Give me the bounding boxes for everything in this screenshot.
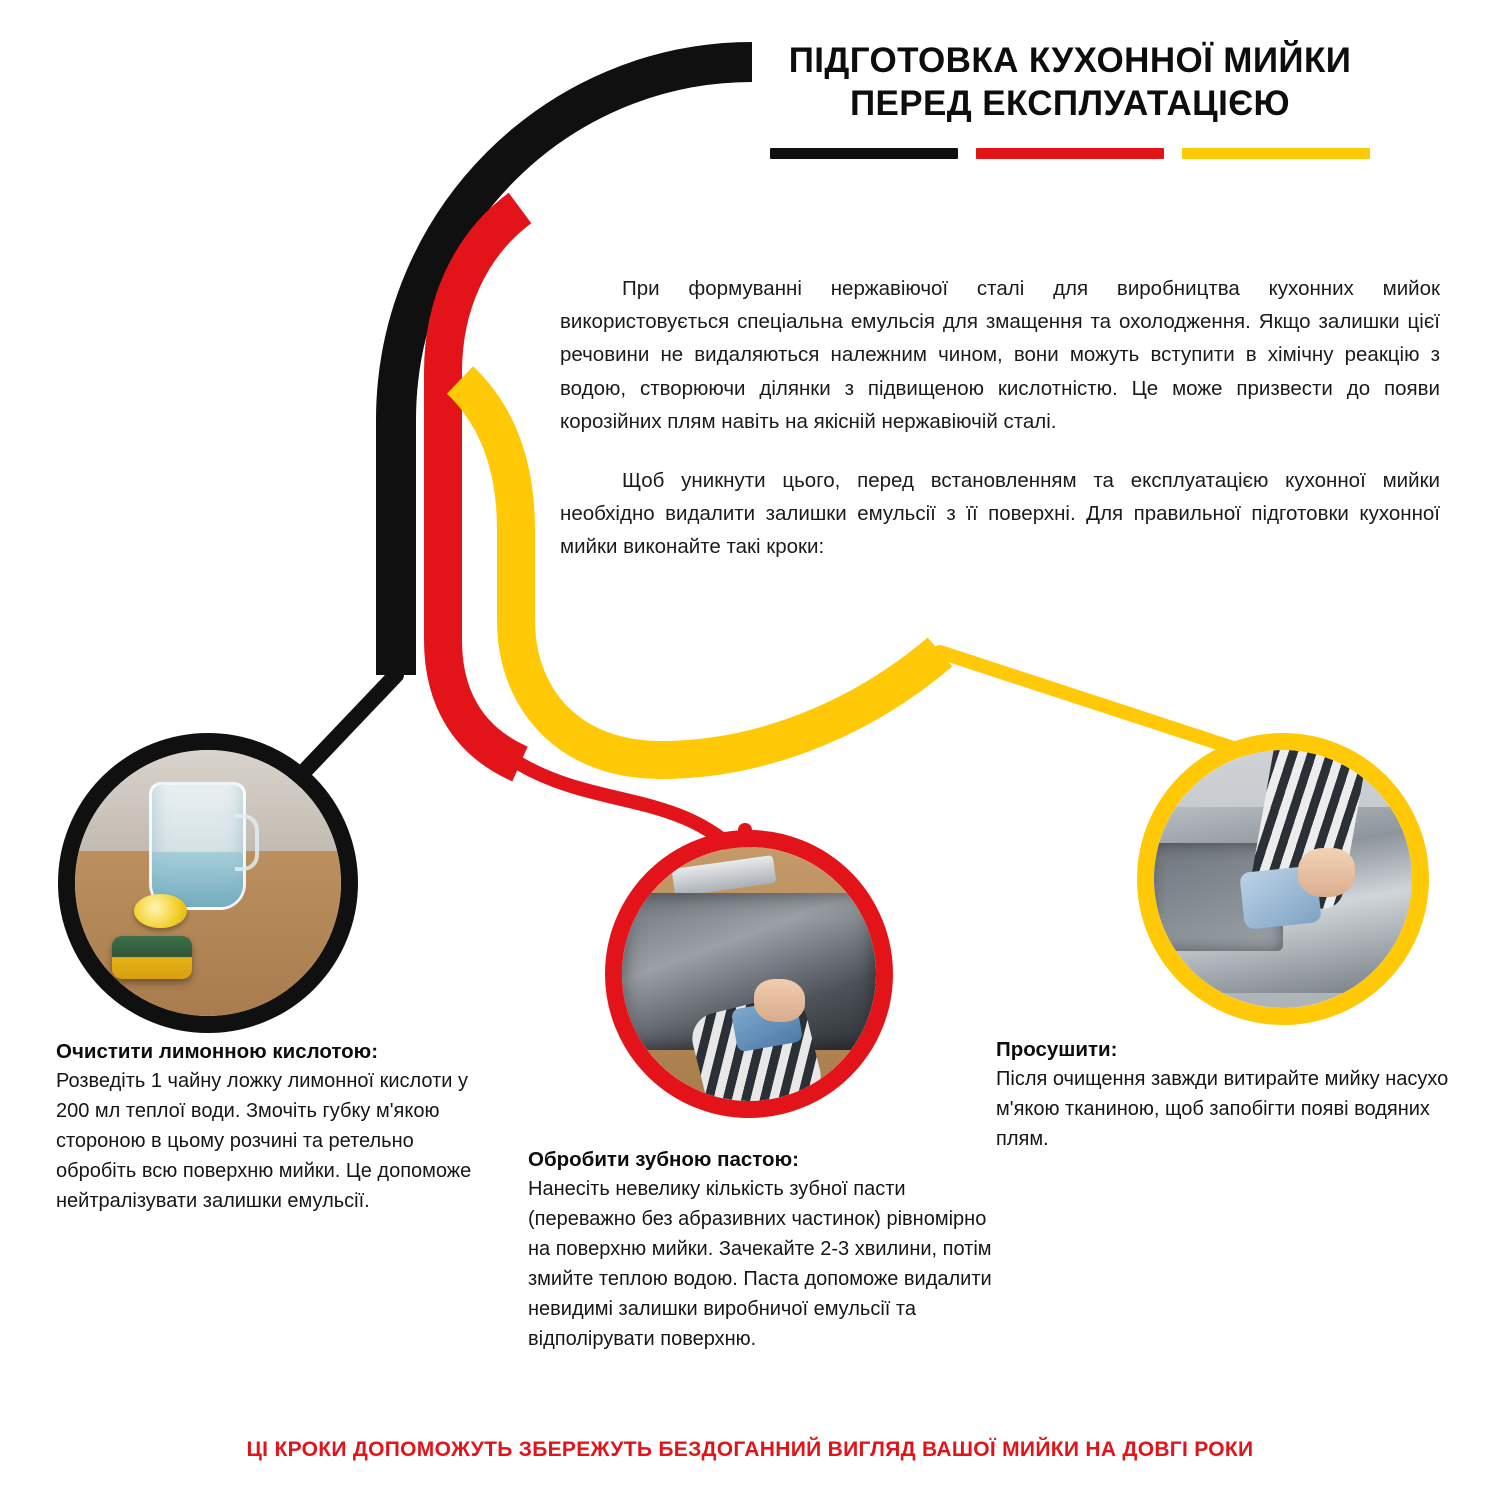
jug-lemon-sponge-photo [75, 750, 341, 1016]
step-caption-lemon-acid [56, 1040, 486, 1216]
water-jug [149, 782, 245, 910]
photo-inner [75, 750, 341, 1016]
step-title: Очистити лимонною кислотою: [56, 1040, 379, 1063]
rule-black [770, 148, 958, 159]
intro-text [560, 272, 1440, 564]
lemon-half [134, 894, 187, 929]
footer-slogan: ЦІ КРОКИ ДОПОМОЖУТЬ ЗБЕРЕЖУТЬ БЕЗДОГАННИЙ ВИГЛЯД ВАШОЇ МИЙКИ НА ДОВГІ РОКИ [246, 1438, 1254, 1461]
step-photo-lemon-acid [58, 733, 358, 1033]
title-line-2: ПЕРЕД ЕКСПЛУАТАЦІЄЮ [849, 83, 1291, 123]
photo-inner [622, 847, 876, 1101]
step-caption-toothpaste [528, 1148, 998, 1354]
wiping-sink-photo [622, 847, 876, 1101]
sponge [112, 936, 192, 979]
step-title: Просушити: [996, 1038, 1118, 1061]
title-line-1: ПІДГОТОВКА КУХОННОЇ МИЙКИ [788, 41, 1352, 80]
step-photo-toothpaste [605, 830, 893, 1118]
step-body: Розведіть 1 чайну ложку лимонної кислоти у 200 мл теплої води. Змочіть губку м'якою стороною в цьому розчині та ретельно обробіть всю поверхню мийки. Це допоможе нейтралізувати залишки емульсії. [56, 1070, 472, 1212]
hand [754, 979, 805, 1022]
step-body: Після очищення завжди витирайте мийку насухо м'якою тканиною, щоб запобігти появі водяних плям. [996, 1068, 1449, 1150]
step-photo-dry [1137, 733, 1429, 1025]
rule-red [976, 148, 1164, 159]
step-caption-dry [996, 1038, 1466, 1154]
step-body: Нанесіть невелику кількість зубної пасти (переважно без абразивних частинок) рівномірно на поверхню мийки. Зачекайте 2-3 хвилини, потім змийте теплою водою. Паста допоможе видалити невидимі залишки виробничої емульсії та відполірувати поверхню. [528, 1178, 992, 1350]
title-underline-bars [770, 148, 1370, 159]
rule-yellow [1182, 148, 1370, 159]
step-title: Обробити зубною пастою: [528, 1148, 799, 1171]
photo-inner [1154, 750, 1412, 1008]
intro-paragraph-2: Щоб уникнути цього, перед встановленням та експлуатацією кухонної мийки необхідно видалити залишки емульсії з її поверхні. Для правильної підготовки кухонної мийки виконайте такі кроки: [560, 469, 1440, 559]
page-title [760, 40, 1380, 125]
drying-sink-photo [1154, 750, 1412, 1008]
hand [1298, 848, 1355, 897]
intro-paragraph-1: При формуванні нержавіючої сталі для виробництва кухонних мийок використовується спеціальна емульсія для змащення та охолодження. Якщо залишки цієї речовини не видаляються належним чином, вони можуть вступити в хімічну реакцію з водою, створюючи ділянки з підвищеною кислотністю. Це може призвести до появи корозійних плям навіть на якісній нержавіючій сталі. [560, 277, 1440, 433]
